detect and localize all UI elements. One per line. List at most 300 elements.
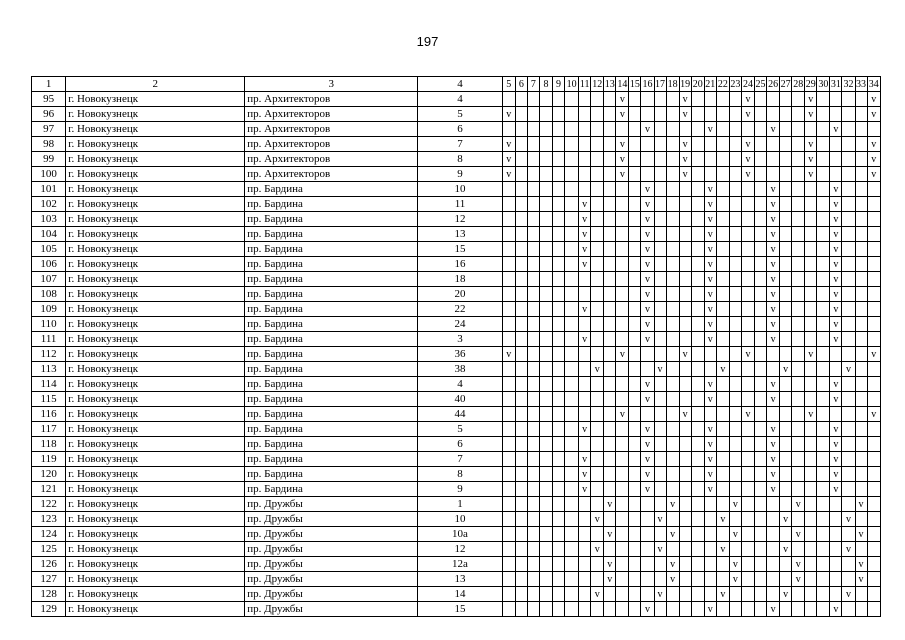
empty-cell [741, 212, 754, 227]
empty-cell [755, 347, 767, 362]
mark-cell: v [767, 422, 780, 437]
empty-cell [515, 497, 527, 512]
mark-cell: v [830, 257, 842, 272]
empty-cell [679, 182, 691, 197]
empty-cell [830, 587, 842, 602]
empty-cell [767, 557, 780, 572]
mark-cell: v [641, 332, 654, 347]
empty-cell [527, 557, 539, 572]
empty-cell [591, 152, 604, 167]
empty-cell [502, 482, 515, 497]
empty-cell [704, 527, 716, 542]
empty-cell [629, 317, 641, 332]
empty-cell [502, 182, 515, 197]
empty-cell [591, 197, 604, 212]
empty-cell [716, 272, 729, 287]
empty-cell [666, 437, 679, 452]
mark-cell: v [741, 167, 754, 182]
street-cell: пр. Дружбы [245, 602, 418, 617]
empty-cell [716, 437, 729, 452]
empty-cell [515, 257, 527, 272]
empty-cell [552, 347, 564, 362]
empty-cell [502, 392, 515, 407]
empty-cell [629, 152, 641, 167]
empty-cell [565, 557, 579, 572]
empty-cell [552, 377, 564, 392]
empty-cell [666, 512, 679, 527]
mark-cell: v [805, 347, 817, 362]
house-number-cell: 40 [418, 392, 502, 407]
street-cell: пр. Дружбы [245, 512, 418, 527]
mark-cell: v [704, 242, 716, 257]
mark-cell: v [830, 272, 842, 287]
row-number-cell: 96 [32, 107, 66, 122]
empty-cell [830, 152, 842, 167]
empty-cell [641, 557, 654, 572]
empty-cell [552, 422, 564, 437]
empty-cell [552, 362, 564, 377]
empty-cell [527, 302, 539, 317]
empty-cell [515, 392, 527, 407]
empty-cell [780, 332, 792, 347]
mark-cell: v [679, 347, 691, 362]
empty-cell [691, 572, 704, 587]
empty-cell [679, 287, 691, 302]
empty-cell [867, 512, 880, 527]
empty-cell [729, 377, 741, 392]
mark-cell: v [579, 302, 591, 317]
empty-cell [792, 122, 805, 137]
empty-cell [691, 197, 704, 212]
empty-cell [755, 257, 767, 272]
empty-cell [629, 272, 641, 287]
mark-cell: v [792, 497, 805, 512]
empty-cell [679, 197, 691, 212]
empty-cell [666, 467, 679, 482]
mark-cell: v [867, 137, 880, 152]
empty-cell [741, 377, 754, 392]
street-cell: пр. Бардина [245, 182, 418, 197]
empty-cell [666, 542, 679, 557]
row-number-cell: 116 [32, 407, 66, 422]
empty-cell [767, 527, 780, 542]
empty-cell [565, 107, 579, 122]
empty-cell [604, 197, 616, 212]
empty-cell [867, 527, 880, 542]
empty-cell [780, 497, 792, 512]
empty-cell [805, 362, 817, 377]
empty-cell [855, 542, 867, 557]
row-number-cell: 110 [32, 317, 66, 332]
empty-cell [616, 437, 629, 452]
empty-cell [654, 242, 666, 257]
row-number-cell: 97 [32, 122, 66, 137]
empty-cell [716, 227, 729, 242]
empty-cell [729, 152, 741, 167]
city-cell: г. Новокузнецк [66, 212, 245, 227]
empty-cell [755, 587, 767, 602]
empty-cell [629, 347, 641, 362]
mark-cell: v [641, 602, 654, 617]
empty-cell [604, 257, 616, 272]
empty-cell [741, 602, 754, 617]
empty-cell [591, 257, 604, 272]
mark-cell: v [579, 452, 591, 467]
empty-cell [579, 527, 591, 542]
empty-cell [855, 107, 867, 122]
empty-cell [805, 572, 817, 587]
empty-cell [515, 317, 527, 332]
empty-cell [502, 92, 515, 107]
column-header-5: 5 [502, 77, 515, 92]
table-row [32, 257, 881, 272]
empty-cell [565, 287, 579, 302]
table-row [32, 302, 881, 317]
empty-cell [552, 92, 564, 107]
empty-cell [855, 137, 867, 152]
empty-cell [552, 557, 564, 572]
empty-cell [579, 572, 591, 587]
street-cell: пр. Дружбы [245, 497, 418, 512]
empty-cell [691, 347, 704, 362]
mark-cell: v [767, 377, 780, 392]
empty-cell [691, 557, 704, 572]
empty-cell [755, 392, 767, 407]
empty-cell [565, 407, 579, 422]
empty-cell [729, 542, 741, 557]
empty-cell [654, 122, 666, 137]
empty-cell [552, 302, 564, 317]
street-cell: пр. Бардина [245, 452, 418, 467]
header-row [32, 77, 881, 92]
column-header-15: 15 [629, 78, 640, 90]
empty-cell [666, 392, 679, 407]
empty-cell [842, 107, 855, 122]
empty-cell [855, 92, 867, 107]
mark-cell: v [579, 422, 591, 437]
empty-cell [666, 377, 679, 392]
empty-cell [616, 377, 629, 392]
column-header-14: 14 [617, 78, 628, 90]
empty-cell [805, 242, 817, 257]
empty-cell [629, 362, 641, 377]
empty-cell [654, 572, 666, 587]
mark-cell: v [591, 542, 604, 557]
empty-cell [741, 122, 754, 137]
mark-cell: v [704, 197, 716, 212]
mark-cell: v [855, 527, 867, 542]
empty-cell [755, 317, 767, 332]
table-row [32, 437, 881, 452]
column-header-32: 32 [843, 78, 854, 90]
city-cell: г. Новокузнецк [66, 407, 245, 422]
empty-cell [539, 182, 552, 197]
empty-cell [616, 287, 629, 302]
empty-cell [867, 572, 880, 587]
mark-cell: v [679, 152, 691, 167]
empty-cell [792, 347, 805, 362]
street-cell: пр. Архитекторов [245, 137, 418, 152]
empty-cell [755, 152, 767, 167]
empty-cell [502, 437, 515, 452]
mark-cell: v [704, 332, 716, 347]
empty-cell [805, 467, 817, 482]
empty-cell [691, 242, 704, 257]
empty-cell [591, 302, 604, 317]
empty-cell [855, 152, 867, 167]
table-row [32, 227, 881, 242]
street-cell: пр. Архитекторов [245, 122, 418, 137]
city-cell: г. Новокузнецк [66, 497, 245, 512]
empty-cell [539, 167, 552, 182]
empty-cell [552, 122, 564, 137]
empty-cell [654, 167, 666, 182]
empty-cell [666, 92, 679, 107]
empty-cell [716, 557, 729, 572]
empty-cell [817, 422, 830, 437]
empty-cell [679, 257, 691, 272]
mark-cell: v [741, 407, 754, 422]
empty-cell [629, 257, 641, 272]
empty-cell [767, 137, 780, 152]
empty-cell [679, 242, 691, 257]
empty-cell [805, 587, 817, 602]
empty-cell [691, 392, 704, 407]
empty-cell [502, 122, 515, 137]
empty-cell [515, 422, 527, 437]
empty-cell [579, 392, 591, 407]
empty-cell [792, 362, 805, 377]
empty-cell [729, 587, 741, 602]
empty-cell [515, 377, 527, 392]
row-number-cell: 106 [32, 257, 66, 272]
empty-cell [502, 242, 515, 257]
mark-cell: v [767, 602, 780, 617]
empty-cell [666, 422, 679, 437]
empty-cell [755, 602, 767, 617]
mark-cell: v [716, 512, 729, 527]
mark-cell: v [502, 167, 515, 182]
empty-cell [729, 392, 741, 407]
empty-cell [666, 212, 679, 227]
empty-cell [527, 407, 539, 422]
empty-cell [654, 152, 666, 167]
mark-cell: v [767, 272, 780, 287]
empty-cell [515, 197, 527, 212]
empty-cell [855, 362, 867, 377]
empty-cell [792, 482, 805, 497]
empty-cell [830, 512, 842, 527]
empty-cell [805, 422, 817, 437]
empty-cell [780, 182, 792, 197]
empty-cell [539, 392, 552, 407]
mark-cell: v [666, 497, 679, 512]
empty-cell [604, 212, 616, 227]
empty-cell [565, 467, 579, 482]
empty-cell [527, 587, 539, 602]
empty-cell [867, 557, 880, 572]
mark-cell: v [716, 542, 729, 557]
empty-cell [755, 107, 767, 122]
city-cell: г. Новокузнецк [66, 227, 245, 242]
row-number-cell: 101 [32, 182, 66, 197]
empty-cell [552, 197, 564, 212]
house-number-cell: 7 [418, 452, 502, 467]
empty-cell [691, 377, 704, 392]
table-row [32, 107, 881, 122]
empty-cell [552, 497, 564, 512]
empty-cell [502, 197, 515, 212]
column-header-22: 22 [717, 78, 728, 90]
empty-cell [716, 182, 729, 197]
empty-cell [817, 227, 830, 242]
empty-cell [780, 107, 792, 122]
empty-cell [716, 92, 729, 107]
empty-cell [817, 362, 830, 377]
row-number-cell: 104 [32, 227, 66, 242]
empty-cell [792, 452, 805, 467]
empty-cell [591, 242, 604, 257]
empty-cell [755, 227, 767, 242]
empty-cell [830, 92, 842, 107]
empty-cell [805, 497, 817, 512]
empty-cell [867, 542, 880, 557]
mark-cell: v [830, 377, 842, 392]
empty-cell [842, 302, 855, 317]
empty-cell [755, 197, 767, 212]
empty-cell [666, 362, 679, 377]
city-cell: г. Новокузнецк [66, 167, 245, 182]
mark-cell: v [704, 452, 716, 467]
row-number-cell: 102 [32, 197, 66, 212]
city-cell: г. Новокузнецк [66, 287, 245, 302]
house-number-cell: 22 [418, 302, 502, 317]
empty-cell [729, 287, 741, 302]
city-cell: г. Новокузнецк [66, 452, 245, 467]
column-header-20: 20 [692, 78, 703, 90]
column-header-4: 4 [418, 77, 502, 92]
mark-cell: v [792, 557, 805, 572]
column-header-7: 7 [527, 77, 539, 92]
mark-cell: v [867, 152, 880, 167]
empty-cell [565, 392, 579, 407]
empty-cell [780, 212, 792, 227]
empty-cell [780, 167, 792, 182]
empty-cell [842, 197, 855, 212]
empty-cell [565, 197, 579, 212]
empty-cell [729, 257, 741, 272]
empty-cell [552, 227, 564, 242]
empty-cell [755, 362, 767, 377]
empty-cell [579, 92, 591, 107]
mark-cell: v [741, 92, 754, 107]
empty-cell [867, 302, 880, 317]
empty-cell [515, 152, 527, 167]
empty-cell [579, 557, 591, 572]
empty-cell [552, 107, 564, 122]
empty-cell [817, 587, 830, 602]
street-cell: пр. Бардина [245, 467, 418, 482]
empty-cell [604, 242, 616, 257]
empty-cell [755, 182, 767, 197]
row-number-cell: 95 [32, 92, 66, 107]
empty-cell [502, 557, 515, 572]
mark-cell: v [579, 467, 591, 482]
mark-cell: v [641, 422, 654, 437]
table-row [32, 467, 881, 482]
empty-cell [565, 122, 579, 137]
empty-cell [565, 227, 579, 242]
empty-cell [679, 452, 691, 467]
city-cell: г. Новокузнецк [66, 602, 245, 617]
house-number-cell: 20 [418, 287, 502, 302]
empty-cell [629, 572, 641, 587]
mark-cell: v [842, 587, 855, 602]
table-row [32, 317, 881, 332]
row-number-cell: 123 [32, 512, 66, 527]
empty-cell [654, 347, 666, 362]
empty-cell [654, 317, 666, 332]
empty-cell [729, 437, 741, 452]
empty-cell [842, 257, 855, 272]
empty-cell [691, 602, 704, 617]
mark-cell: v [666, 572, 679, 587]
empty-cell [817, 242, 830, 257]
empty-cell [604, 107, 616, 122]
empty-cell [842, 407, 855, 422]
mark-cell: v [805, 167, 817, 182]
empty-cell [830, 137, 842, 152]
empty-cell [780, 242, 792, 257]
empty-cell [679, 332, 691, 347]
empty-cell [691, 497, 704, 512]
mark-cell: v [502, 107, 515, 122]
empty-cell [565, 137, 579, 152]
house-number-cell: 14 [418, 587, 502, 602]
city-cell: г. Новокузнецк [66, 467, 245, 482]
empty-cell [539, 92, 552, 107]
empty-cell [527, 572, 539, 587]
empty-cell [704, 167, 716, 182]
empty-cell [654, 467, 666, 482]
mark-cell: v [641, 452, 654, 467]
empty-cell [552, 257, 564, 272]
empty-cell [565, 377, 579, 392]
empty-cell [729, 467, 741, 482]
mark-cell: v [792, 527, 805, 542]
empty-cell [502, 467, 515, 482]
empty-cell [515, 332, 527, 347]
empty-cell [842, 497, 855, 512]
empty-cell [805, 182, 817, 197]
empty-cell [616, 542, 629, 557]
empty-cell [716, 332, 729, 347]
mark-cell: v [716, 362, 729, 377]
mark-cell: v [704, 212, 716, 227]
row-number-cell: 125 [32, 542, 66, 557]
row-number-cell: 118 [32, 437, 66, 452]
city-cell: г. Новокузнецк [66, 257, 245, 272]
empty-cell [855, 512, 867, 527]
mark-cell: v [704, 257, 716, 272]
empty-cell [780, 227, 792, 242]
empty-cell [691, 257, 704, 272]
empty-cell [855, 167, 867, 182]
empty-cell [805, 272, 817, 287]
empty-cell [780, 422, 792, 437]
column-header-12: 12 [592, 78, 603, 90]
mark-cell: v [641, 437, 654, 452]
